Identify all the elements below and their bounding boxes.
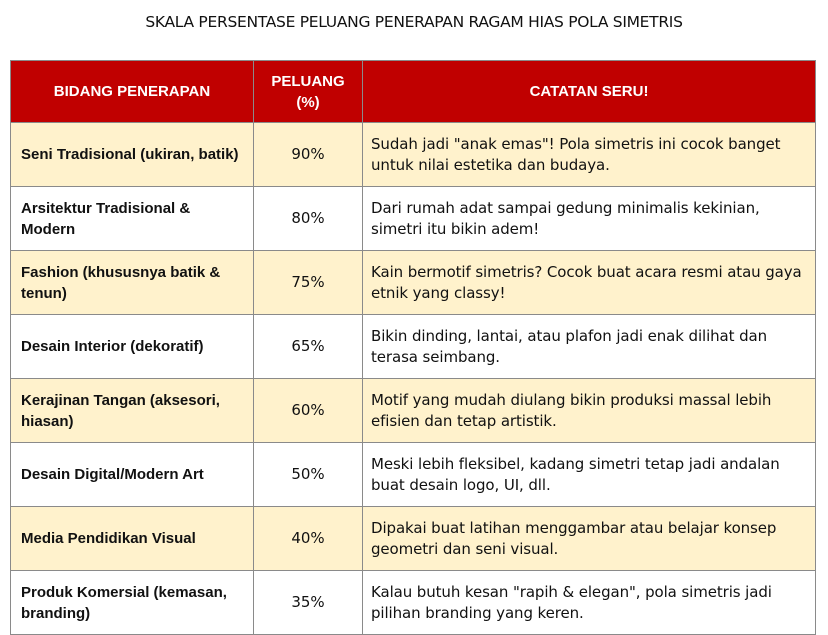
percentage-cell: 50% xyxy=(254,443,363,507)
page-title: SKALA PERSENTASE PELUANG PENERAPAN RAGAM HIAS POLA SIMETRIS xyxy=(145,13,683,31)
field-cell: Arsitektur Tradisional & Modern xyxy=(11,187,254,251)
percentage-cell: 60% xyxy=(254,379,363,443)
table-row xyxy=(11,443,816,507)
field-cell: Produk Komersial (kemasan, branding) xyxy=(11,571,254,635)
note-cell: Meski lebih fleksibel, kadang simetri tetap jadi andalan buat desain logo, UI, dll. xyxy=(363,443,816,507)
header-field: BIDANG PENERAPAN xyxy=(11,61,254,123)
note-cell: Motif yang mudah diulang bikin produksi massal lebih efisien dan tetap artistik. xyxy=(363,379,816,443)
table-row xyxy=(11,571,816,635)
field-cell: Media Pendidikan Visual xyxy=(11,507,254,571)
table-row xyxy=(11,315,816,379)
percentage-cell: 40% xyxy=(254,507,363,571)
table-row xyxy=(11,187,816,251)
percentage-cell: 80% xyxy=(254,187,363,251)
percentage-cell: 90% xyxy=(254,123,363,187)
field-cell: Kerajinan Tangan (aksesori, hiasan) xyxy=(11,379,254,443)
percentage-cell: 75% xyxy=(254,251,363,315)
table-row xyxy=(11,123,816,187)
header-percentage xyxy=(254,61,363,123)
table-header-row xyxy=(11,61,816,123)
note-cell: Dipakai buat latihan menggambar atau belajar konsep geometri dan seni visual. xyxy=(363,507,816,571)
table-row xyxy=(11,507,816,571)
field-cell: Fashion (khususnya batik & tenun) xyxy=(11,251,254,315)
header-percentage-line2: (%) xyxy=(296,93,320,111)
field-cell: Desain Interior (dekoratif) xyxy=(11,315,254,379)
note-cell: Bikin dinding, lantai, atau plafon jadi enak dilihat dan terasa seimbang. xyxy=(363,315,816,379)
note-cell: Kalau butuh kesan "rapih & elegan", pola simetris jadi pilihan branding yang keren. xyxy=(363,571,816,635)
percentage-cell: 35% xyxy=(254,571,363,635)
note-cell: Sudah jadi "anak emas"! Pola simetris ini cocok banget untuk nilai estetika dan budaya. xyxy=(363,123,816,187)
table-row xyxy=(11,251,816,315)
table-row xyxy=(11,379,816,443)
field-cell: Seni Tradisional (ukiran, batik) xyxy=(11,123,254,187)
header-percentage-line1: PELUANG xyxy=(271,72,345,90)
percentage-scale-table xyxy=(10,60,816,635)
field-cell: Desain Digital/Modern Art xyxy=(11,443,254,507)
percentage-cell: 65% xyxy=(254,315,363,379)
header-notes: CATATAN SERU! xyxy=(363,61,816,123)
note-cell: Kain bermotif simetris? Cocok buat acara resmi atau gaya etnik yang classy! xyxy=(363,251,816,315)
note-cell: Dari rumah adat sampai gedung minimalis kekinian, simetri itu bikin adem! xyxy=(363,187,816,251)
